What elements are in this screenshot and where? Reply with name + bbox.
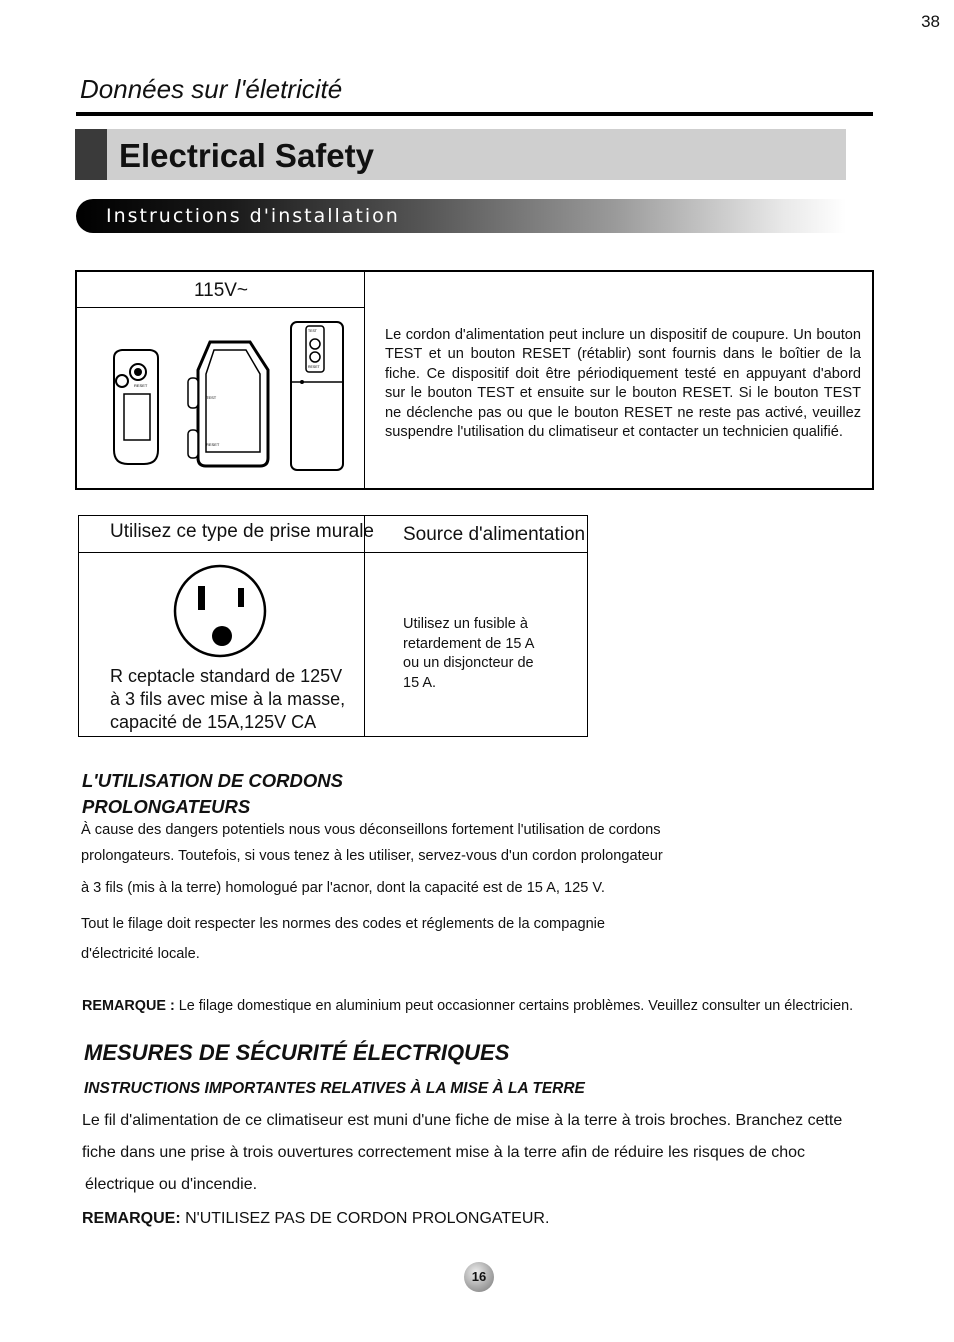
grounding-paragraph: fiche dans une prise à trois ouvertures correctement mise à la terre afin de réduire les risques de choc: [82, 1144, 806, 1161]
reset-label: RESET: [206, 442, 220, 447]
voltage-label: 115V~: [193, 280, 249, 301]
receptacle-line: capacité de 15A,125V CA: [110, 712, 317, 732]
remark-label: REMARQUE:: [82, 1210, 181, 1227]
banner-title: Electrical Safety: [119, 137, 374, 174]
remark-label: REMARQUE :: [82, 998, 175, 1014]
receptacle-line: R ceptacle standard de 125V: [110, 666, 343, 686]
grounding-paragraph: électrique ou d'incendie.: [85, 1176, 258, 1193]
gfci-plugs-illustration: [100, 318, 350, 478]
test-label: TEST: [206, 395, 217, 400]
sub-banner-title: Instructions d'installation: [106, 205, 400, 227]
remark-text: N'UTILISEZ PAS DE CORDON PROLONGATEUR.: [180, 1210, 550, 1227]
divider: [364, 515, 365, 737]
footer-page-badge: 16: [464, 1262, 494, 1292]
remark-text: Le filage domestique en aluminium peut occasionner certains problèmes. Veuillez consulter un électricien.: [174, 998, 854, 1014]
wiring-paragraph: Tout le filage doit respecter les normes des codes et réglements de la compagnie: [81, 916, 606, 932]
receptacle-description: [110, 665, 360, 734]
grounding-subtitle: INSTRUCTIONS IMPORTANTES RELATIVES À LA MISE À LA TERRE: [84, 1080, 585, 1097]
title-line: L'UTILISATION DE CORDONS: [82, 770, 343, 791]
fuse-description: [403, 615, 573, 693]
grounding-paragraph: Le fil d'alimentation de ce climatiseur est muni d'une fiche de mise à la terre à trois broches. Branchez cette: [82, 1112, 843, 1129]
reset-label: RESET: [308, 365, 320, 369]
title-line: PROLONGATEURS: [82, 796, 251, 817]
extension-paragraph: à 3 fils (mis à la terre) homologué par l'acnor, dont la capacité est de 15 A, 125 V.: [81, 880, 605, 896]
fuse-line: Utilisez un fusible à: [403, 616, 528, 632]
remark-no-extension: [82, 1210, 549, 1228]
receptacle-line: à 3 fils avec mise à la masse,: [110, 689, 346, 709]
measures-title: MESURES DE SÉCURITÉ ÉLECTRIQUES: [84, 1040, 510, 1065]
fuse-line: retardement de 15 A: [403, 635, 535, 652]
page-number: 38: [921, 12, 940, 31]
extension-paragraph: À cause des dangers potentiels nous vous déconseillons fortement l'utilisation de cordons: [81, 822, 661, 838]
extension-paragraph: prolongateurs. Toutefois, si vous tenez à les utiliser, servez-vous d'un cordon prolongateur: [81, 848, 663, 864]
gfci-instructions: Le cordon d'alimentation peut inclure un dispositif de coupure. Un bouton TEST et un bouton RESET (rétablir) sont fournis dans le boîtier de la fiche. Ce dispositif doit être périodiquement testé en appuyant d'abord sur le bouton TEST et ensuite sur le bouton RESET. Si le bouton TEST ne déclenche pas ou que le bouton RESET ne reste pas activé, veuillez suspendre l'utilisation du climatiseur et contacter un technicien qualifié.: [385, 327, 861, 441]
wall-outlet-icon: [172, 563, 272, 663]
banner-accent: [75, 129, 107, 180]
test-label: TEST: [308, 329, 317, 333]
power-heading: Source d'alimentation: [403, 524, 586, 545]
wiring-paragraph: d'électricité locale.: [81, 946, 200, 962]
outlet-heading: Utilisez ce type de prise murale: [110, 521, 374, 542]
divider: [364, 272, 365, 490]
gfci-plug-small-icon: [114, 350, 158, 464]
fuse-line: 15 A.: [403, 674, 437, 691]
reset-label: RESET: [134, 383, 148, 388]
gfci-plug-large-icon: [188, 342, 268, 466]
extension-cord-title: [82, 768, 343, 820]
gfci-plug-tall-icon: [291, 322, 343, 470]
remark-aluminium: [82, 998, 853, 1014]
divider: [78, 552, 588, 553]
divider: [77, 307, 365, 308]
title-rule: [76, 112, 873, 116]
fuse-line: ou un disjoncteur de: [403, 655, 534, 671]
section-title: Données sur l'életricité: [80, 74, 343, 104]
